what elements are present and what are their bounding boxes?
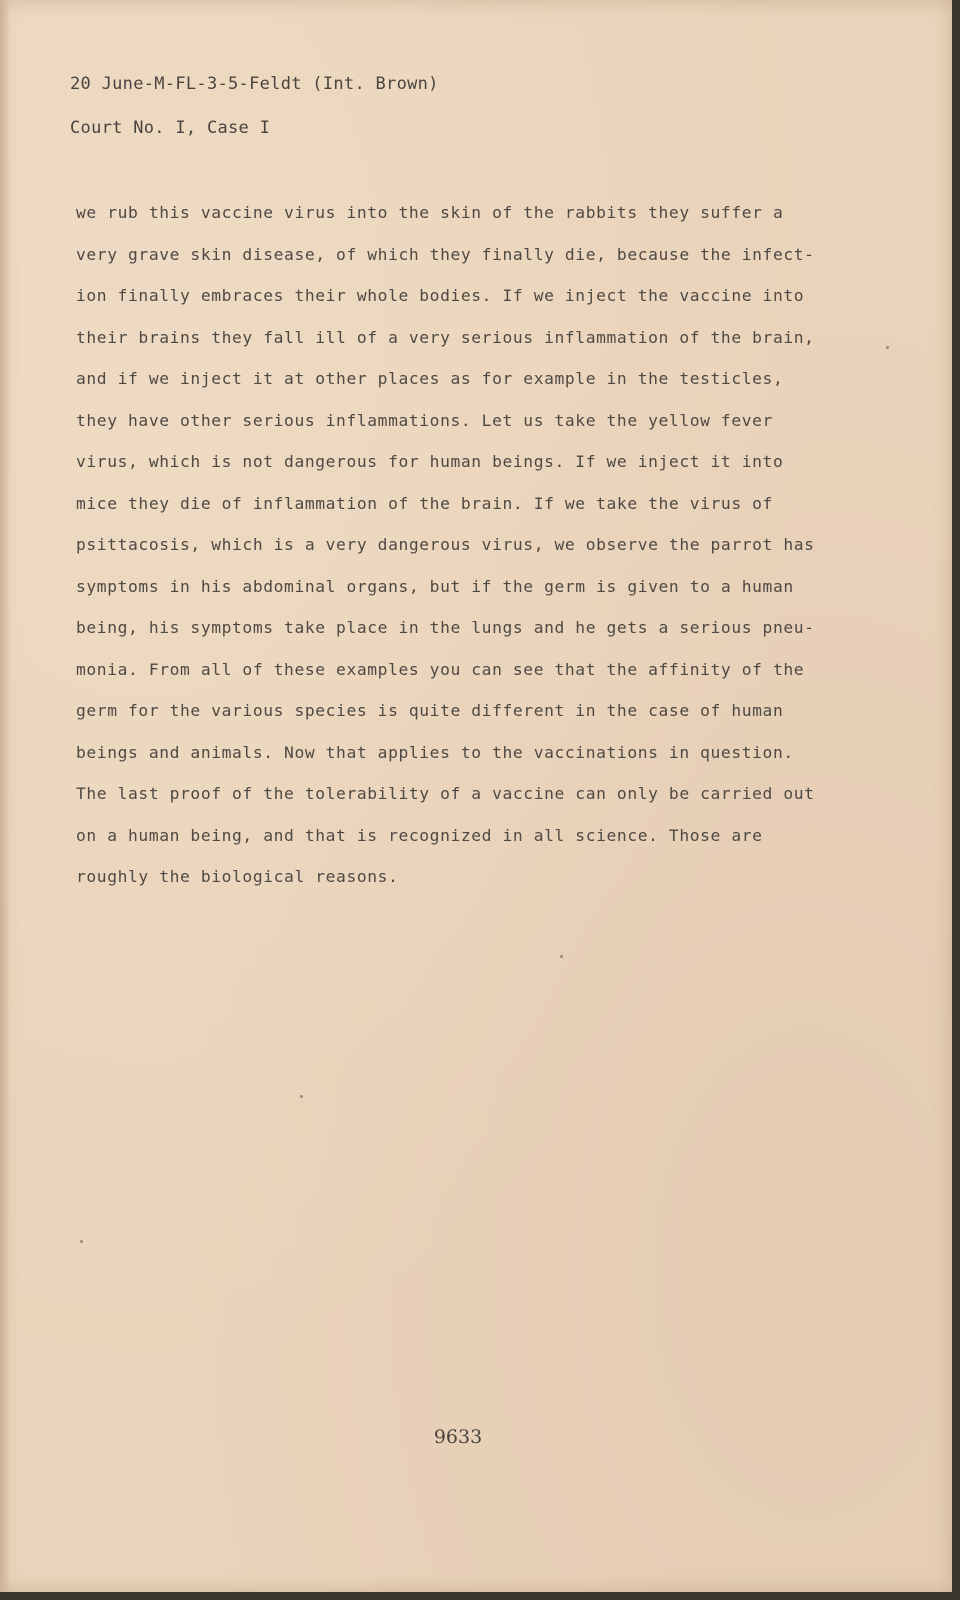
- paper-edge-shadow: [0, 0, 10, 1592]
- paper-speck: [560, 955, 563, 958]
- document-reference: 20 June-M-FL-3-5-Feldt (Int. Brown): [70, 74, 439, 94]
- paper-speck: [886, 346, 889, 349]
- body-line: symptoms in his abdominal organs, but if the germ is given to a human: [76, 576, 794, 596]
- body-line: beings and animals. Now that applies to the vaccinations in question.: [76, 742, 794, 762]
- body-line: monia. From all of these examples you can see that the affinity of the: [76, 659, 805, 679]
- body-line: mice they die of inflammation of the brain. If we take the virus of: [76, 493, 773, 513]
- body-line: The last proof of the tolerability of a vaccine can only be carried out: [76, 784, 815, 803]
- paper-speck: [300, 1095, 303, 1098]
- body-line: they have other serious inflammations. Let us take the yellow fever: [76, 410, 773, 430]
- body-line: being, his symptoms take place in the lungs and he gets a serious pneu-: [76, 618, 815, 637]
- body-line: germ for the various species is quite different in the case of human: [76, 701, 784, 720]
- page-number: 9633: [433, 1426, 483, 1448]
- testimony-body: [76, 192, 836, 898]
- body-line: and if we inject it at other places as for example in the testicles,: [76, 369, 784, 388]
- body-line: their brains they fall ill of a very serious inflammation of the brain,: [76, 327, 815, 347]
- body-line: on a human being, and that is recognized in all science. Those are: [76, 825, 763, 845]
- body-line: psittacosis, which is a very dangerous virus, we observe the parrot has: [76, 535, 815, 554]
- body-line: roughly the biological reasons.: [76, 867, 399, 886]
- paper-speck: [80, 1240, 83, 1243]
- body-line: virus, which is not dangerous for human beings. If we inject it into: [76, 452, 784, 471]
- body-line: ion finally embraces their whole bodies. If we inject the vaccine into: [76, 286, 805, 305]
- body-line: very grave skin disease, of which they finally die, because the infect-: [76, 244, 815, 264]
- body-line: we rub this vaccine virus into the skin of the rabbits they suffer a: [76, 203, 784, 222]
- court-case-line: Court No. I, Case I: [70, 118, 271, 138]
